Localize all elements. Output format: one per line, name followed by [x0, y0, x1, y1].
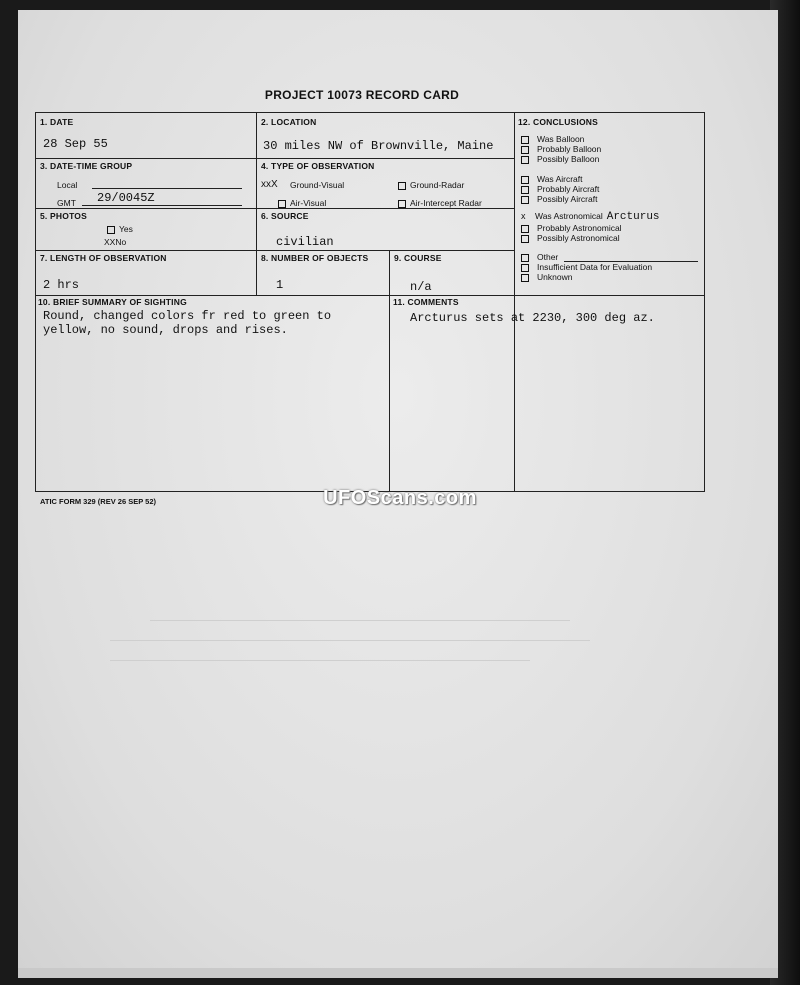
- checkbox-icon: [521, 235, 529, 243]
- length-label: 7. LENGTH OF OBSERVATION: [40, 253, 167, 263]
- bleed-through-line: [110, 660, 530, 661]
- divider: [36, 208, 514, 209]
- bleed-through-line: [150, 620, 570, 621]
- summary-line-2: yellow, no sound, drops and rises.: [43, 323, 288, 337]
- gmt-value: 29/0045Z: [97, 191, 155, 205]
- summary-line-1: Round, changed colors fr red to green to: [43, 309, 332, 323]
- ground-visual-check-mark: xxX: [261, 179, 278, 190]
- length-value: 2 hrs: [43, 278, 80, 292]
- other-option: Other: [521, 252, 558, 262]
- location-label: 2. LOCATION: [261, 117, 317, 127]
- checkbox-icon: [521, 136, 529, 144]
- unknown-option: Unknown: [521, 272, 572, 282]
- checkbox-icon: [398, 182, 406, 190]
- checkbox-icon: [521, 176, 529, 184]
- checkbox-icon: [521, 264, 529, 272]
- source-label: 6. SOURCE: [261, 211, 309, 221]
- bleed-through-line: [110, 640, 590, 641]
- course-label: 9. COURSE: [394, 253, 442, 263]
- probably-aircraft-option: Probably Aircraft: [521, 184, 599, 194]
- checkbox-icon: [521, 186, 529, 194]
- checkbox-icon: [521, 254, 529, 262]
- watermark: UFOScans.com: [323, 487, 477, 509]
- photos-no-mark: XX: [104, 237, 116, 247]
- divider: [389, 250, 390, 491]
- comments-value: Arcturus sets at 2230, 300 deg az.: [410, 311, 655, 325]
- was-astronomical-check-mark: x: [521, 211, 526, 221]
- checkbox-icon: [398, 200, 406, 208]
- checkbox-icon: [278, 200, 286, 208]
- probably-astronomical-option: Probably Astronomical: [521, 223, 622, 233]
- divider: [256, 113, 257, 295]
- astronomical-value: Arcturus: [606, 211, 660, 223]
- divider: [36, 158, 514, 159]
- air-intercept-radar-option: Air-Intercept Radar: [398, 198, 482, 208]
- date-label: 1. DATE: [40, 117, 74, 127]
- was-aircraft-option: Was Aircraft: [521, 174, 583, 184]
- number-of-objects-value: 1: [276, 278, 284, 292]
- conclusions-label: 12. CONCLUSIONS: [518, 117, 598, 127]
- gmt-label: GMT: [57, 198, 76, 208]
- gmt-underline: [82, 205, 242, 206]
- checkbox-icon: [521, 156, 529, 164]
- checkbox-icon: [521, 146, 529, 154]
- ground-radar-option: Ground-Radar: [398, 180, 464, 190]
- scan-bottom-strip: [18, 968, 778, 978]
- checkbox-icon: [107, 226, 115, 234]
- possibly-astronomical-option: Possibly Astronomical: [521, 233, 620, 243]
- course-value: n/a: [410, 280, 432, 294]
- checkbox-icon: [521, 225, 529, 233]
- location-value: 30 miles NW of Brownville, Maine: [263, 139, 494, 153]
- ground-visual-option: Ground-Visual: [290, 180, 345, 190]
- photos-label: 5. PHOTOS: [40, 211, 87, 221]
- summary-label: 10. BRIEF SUMMARY OF SIGHTING: [38, 297, 187, 307]
- photos-yes-option: Yes: [107, 224, 133, 234]
- source-value: civilian: [276, 235, 334, 249]
- card-title: PROJECT 10073 RECORD CARD: [264, 88, 460, 102]
- insufficient-data-option: Insufficient Data for Evaluation: [521, 262, 652, 272]
- possibly-aircraft-option: Possibly Aircraft: [521, 194, 597, 204]
- local-label: Local: [57, 180, 78, 190]
- air-visual-option: Air-Visual: [278, 198, 326, 208]
- date-value: 28 Sep 55: [43, 137, 108, 151]
- divider: [514, 113, 515, 491]
- form-number-footer: ATIC FORM 329 (REV 26 SEP 52): [40, 497, 157, 506]
- possibly-balloon-option: Possibly Balloon: [521, 154, 599, 164]
- checkbox-icon: [521, 274, 529, 282]
- divider: [36, 295, 704, 296]
- type-of-observation-label: 4. TYPE OF OBSERVATION: [261, 161, 375, 171]
- was-balloon-option: Was Balloon: [521, 134, 584, 144]
- probably-balloon-option: Probably Balloon: [521, 144, 601, 154]
- local-underline: [92, 188, 242, 189]
- comments-label: 11. COMMENTS: [393, 297, 459, 307]
- was-astronomical-option: x Was Astronomical Arcturus: [521, 211, 660, 223]
- photos-no-option: XXNo: [104, 237, 127, 247]
- divider: [36, 250, 514, 251]
- date-time-group-label: 3. DATE-TIME GROUP: [40, 161, 133, 171]
- number-of-objects-label: 8. NUMBER OF OBJECTS: [261, 253, 369, 263]
- checkbox-icon: [521, 196, 529, 204]
